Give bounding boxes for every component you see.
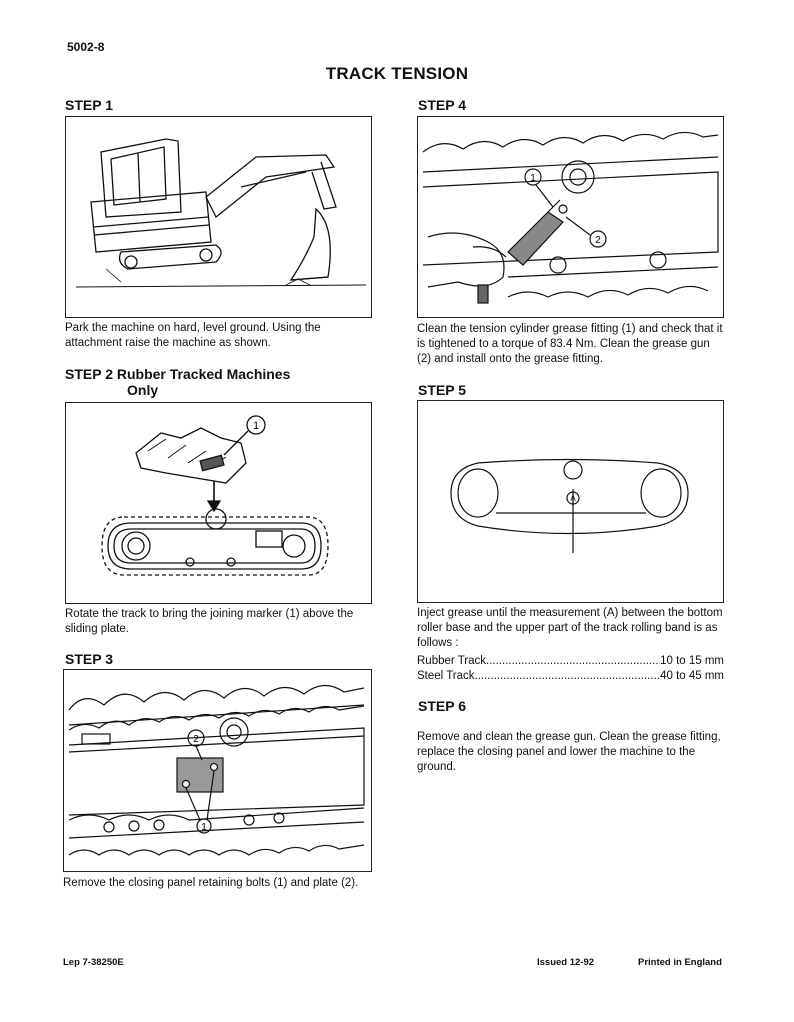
footer-printed: Printed in England <box>638 957 722 968</box>
step2-heading <box>65 366 290 398</box>
step6-text: Remove and clean the grease gun. Clean the grease fitting, replace the closing panel and lower the machine to the ground. <box>417 731 721 773</box>
spec-value: 10 to 15 mm <box>660 655 724 667</box>
page-number: 5002-8 <box>67 40 105 54</box>
step4-heading: STEP 4 <box>418 97 466 113</box>
step2-heading-line2: Only <box>127 382 159 398</box>
step4-callout-fitting: 1 <box>530 173 536 184</box>
spec-rubber-track <box>417 654 724 669</box>
spec-label: Rubber Track <box>417 655 487 667</box>
step1-illustration <box>65 116 372 318</box>
step5-callout: A <box>570 494 576 503</box>
spec-value: 40 to 45 mm <box>660 670 724 682</box>
step2-text: Rotate the track to bring the joining marker (1) above the sliding plate. <box>65 608 354 635</box>
step2-illustration <box>65 402 372 604</box>
spec-steel-track <box>417 669 724 684</box>
step6-heading: STEP 6 <box>418 698 466 714</box>
step4-text: Clean the tension cylinder grease fitting (1) and check that it is tightened to a torque of 83.4 Nm. Clean the grease gun (2) and install onto the grease fitting. <box>417 323 723 365</box>
step1-text: Park the machine on hard, level ground. Using the attachment raise the machine as shown. <box>65 322 321 349</box>
step4-callout-gun: 2 <box>595 235 601 246</box>
footer-doc-ref: Lep 7-38250E <box>63 957 124 968</box>
step5-illustration <box>417 400 724 603</box>
step3-callout-bolts: 1 <box>201 822 207 833</box>
step3-illustration <box>63 669 372 872</box>
spec-label: Steel Track <box>417 670 475 682</box>
footer-issued: Issued 12-92 <box>537 957 595 968</box>
step5-heading: STEP 5 <box>418 382 466 398</box>
step3-callout-plate: 2 <box>193 734 199 745</box>
step4-illustration <box>417 116 724 318</box>
step1-heading: STEP 1 <box>65 97 113 113</box>
step3-heading: STEP 3 <box>65 651 113 667</box>
step2-callout: 1 <box>252 420 260 432</box>
step5-spec-list <box>417 654 724 684</box>
step5-text: Inject grease until the measurement (A) between the bottom roller base and the upper part of the track rolling band is as follows : <box>417 607 723 649</box>
page-title: TRACK TENSION <box>325 64 469 83</box>
step3-text: Remove the closing panel retaining bolts (1) and plate (2). <box>63 877 359 889</box>
step2-heading-line1: STEP 2 Rubber Tracked Machines <box>65 366 291 382</box>
